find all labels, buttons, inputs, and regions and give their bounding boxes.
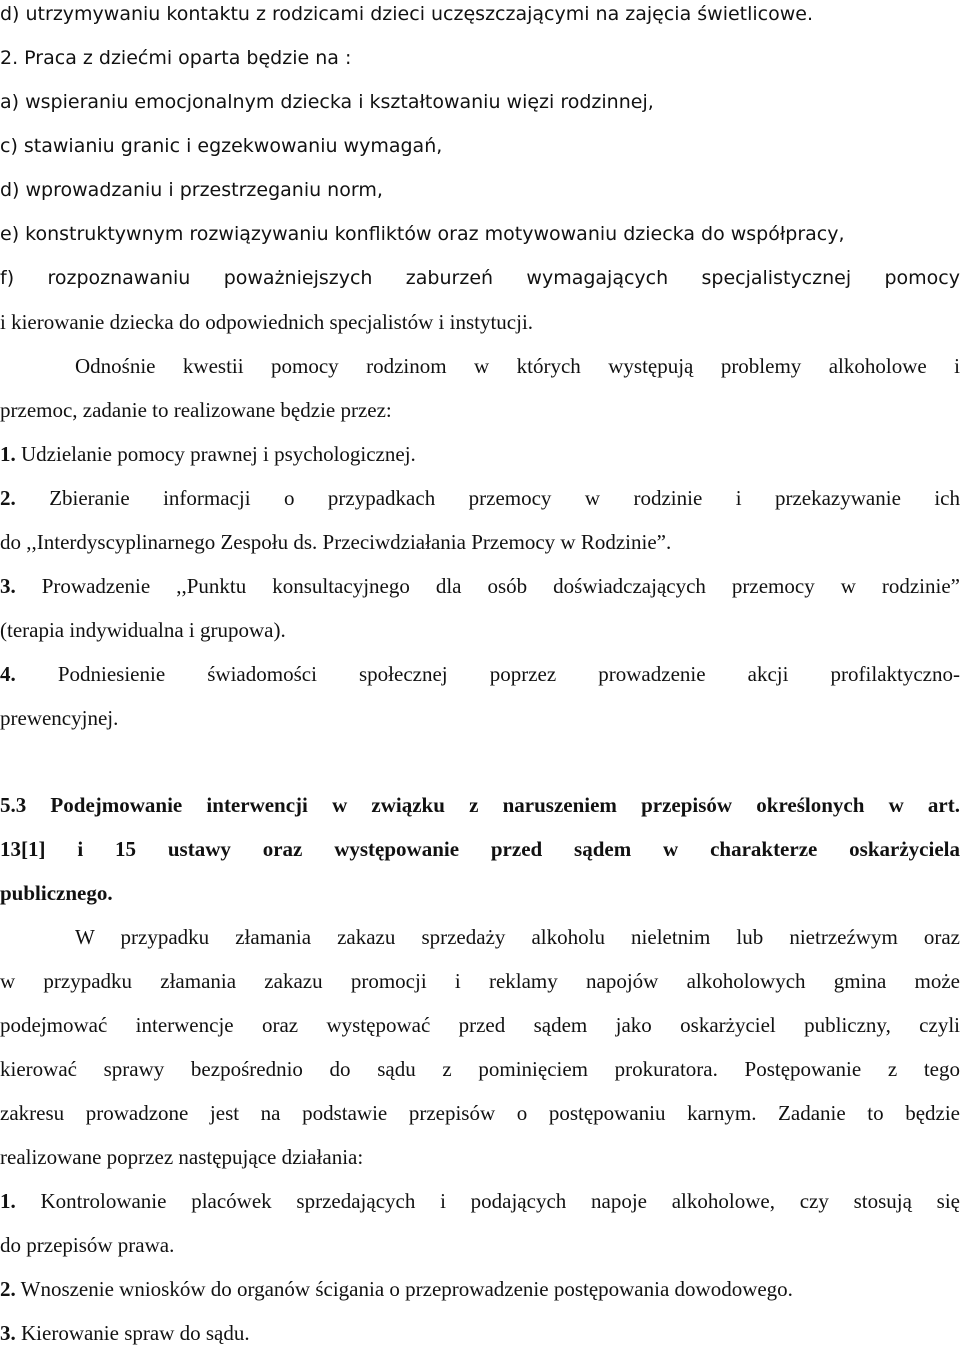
text-line: realizowane poprzez następujące działania: <box>0 1145 364 1169</box>
text-line: i kierowanie dziecka do odpowiednich specjalistów i instytucji. <box>0 310 534 334</box>
text-line: podejmować interwencje oraz występować przed sądem jako oskarżyciel publiczny, czyli <box>0 1013 960 1037</box>
list-text: Zbieranie informacji o przypadkach przemocy w rodzinie i przekazywanie ich <box>15 486 960 510</box>
section-heading-line: publicznego. <box>0 881 113 905</box>
list-item <box>0 1320 960 1346</box>
list-item <box>0 1188 960 1214</box>
list-text: Prowadzenie ,,Punktu konsultacyjnego dla osób doświadczających przemocy w rodzinie” <box>15 574 960 598</box>
section-number: 5.3 <box>0 793 27 817</box>
list-item <box>0 661 960 687</box>
list-text: Udzielanie pomocy prawnej i psychologicznej. <box>15 442 416 466</box>
text-line: prewencyjnej. <box>0 706 119 730</box>
paragraph-first-line: Odnośnie kwestii pomocy rodzinom w których występują problemy alkoholowe i <box>75 354 960 378</box>
text-line: a) wspieraniu emocjonalnym dziecka i kształtowaniu więzi rodzinnej, <box>0 91 654 113</box>
section-title: Podejmowanie interwencji w związku z naruszeniem przepisów określonych w art. <box>26 793 960 817</box>
list-item <box>0 573 960 599</box>
text-line: (terapia indywidualna i grupowa). <box>0 618 286 642</box>
paragraph-first-line: W przypadku złamania zakazu sprzedaży alkoholu nieletnim lub nietrzeźwym oraz <box>75 925 960 949</box>
section-heading <box>0 792 960 818</box>
text-line: przemoc, zadanie to realizowane będzie przez: <box>0 398 392 422</box>
list-text: Wnoszenie wniosków do organów ścigania o przeprowadzenie postępowania dowodowego. <box>15 1277 793 1301</box>
text-line: do ,,Interdyscyplinarnego Zespołu ds. Przeciwdziałania Przemocy w Rodzinie”. <box>0 530 672 554</box>
list-text: Kontrolowanie placówek sprzedających i podających napoje alkoholowe, czy stosują się <box>15 1189 960 1213</box>
list-number: 2. <box>0 1277 16 1301</box>
text-line: w przypadku złamania zakazu promocji i reklamy napojów alkoholowych gmina może <box>0 969 960 993</box>
list-item <box>0 1276 960 1302</box>
list-number: 2. <box>0 486 16 510</box>
text-line: kierować sprawy bezpośrednio do sądu z pominięciem prokuratora. Postępowanie z tego <box>0 1057 960 1081</box>
list-item <box>0 441 960 467</box>
text-line: d) utrzymywaniu kontaktu z rodzicami dzieci uczęszczającymi na zajęcia świetlicowe. <box>0 3 814 25</box>
list-number: 3. <box>0 1321 16 1345</box>
text-line: f) rozpoznawaniu poważniejszych zaburzeń wymagających specjalistycznej pomocy <box>0 267 960 289</box>
text-line: 2. Praca z dziećmi oparta będzie na : <box>0 47 352 69</box>
text-line: zakresu prowadzone jest na podstawie przepisów o postępowaniu karnym. Zadanie to będzie <box>0 1101 960 1125</box>
list-text: Podniesienie świadomości społecznej poprzez prowadzenie akcji profilaktyczno- <box>15 662 960 686</box>
list-number: 3. <box>0 574 16 598</box>
list-number: 4. <box>0 662 16 686</box>
text-line: e) konstruktywnym rozwiązywaniu konfliktów oraz motywowaniu dziecka do współpracy, <box>0 223 845 245</box>
list-text: Kierowanie spraw do sądu. <box>15 1321 250 1345</box>
text-line: do przepisów prawa. <box>0 1233 175 1257</box>
section-heading-line: 13[1] i 15 ustawy oraz występowanie przed sądem w charakterze oskarżyciela <box>0 837 960 861</box>
text-line: c) stawianiu granic i egzekwowaniu wymagań, <box>0 135 443 157</box>
text-line: d) wprowadzaniu i przestrzeganiu norm, <box>0 179 383 201</box>
list-number: 1. <box>0 442 16 466</box>
list-number: 1. <box>0 1189 16 1213</box>
list-item <box>0 485 960 511</box>
